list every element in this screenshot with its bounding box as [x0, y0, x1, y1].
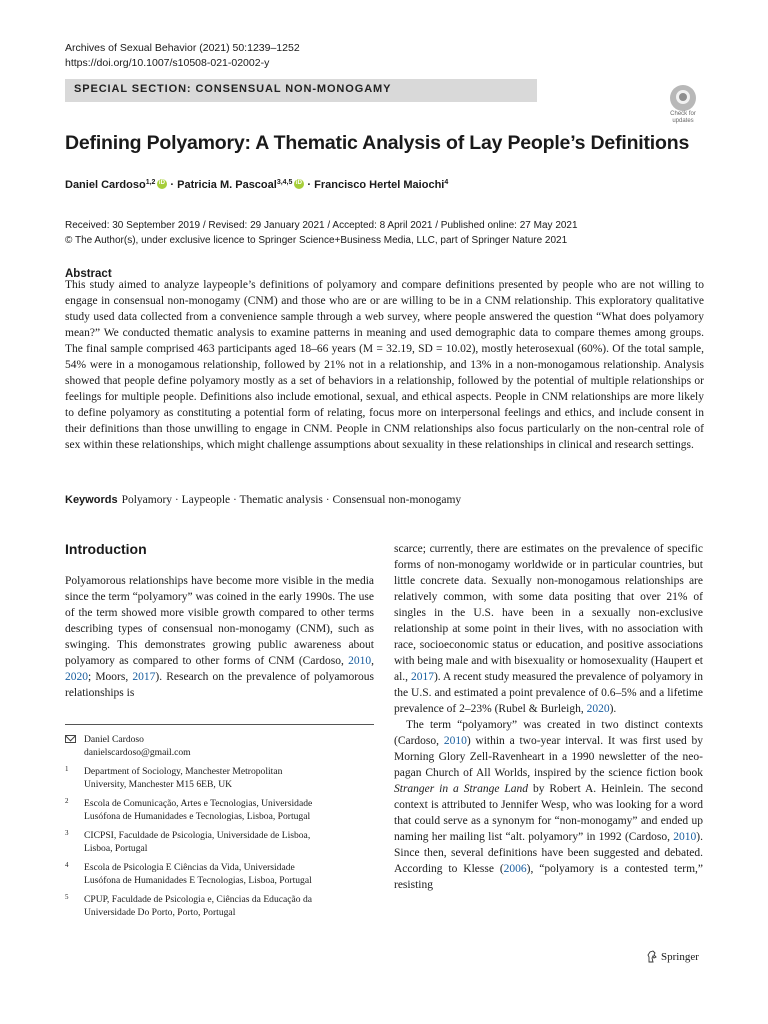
author-list: Daniel Cardoso$^{1,2}$iD · Patricia M. Pascoal$^{3,4,5}$iD · Francisco Hertel Maiochi$^4$: [65, 179, 448, 191]
affiliation: [65, 829, 374, 855]
body-text: ). A recent study measured the prevalence of polyamory in the U.S. and estimated a point prevalence of 0.6–5% and a lifetime prevalence of 2–23% (Rubel & Burleigh,: [394, 671, 703, 715]
affiliation-number: 3: [65, 829, 69, 837]
journal-header: [65, 41, 300, 71]
article-title: Defining Polyamory: A Thematic Analysis of Lay People’s Definitions: [65, 132, 690, 154]
body-text: ; Moors,: [88, 671, 133, 683]
check-for-updates-badge[interactable]: [663, 85, 703, 127]
copyright-line: © The Author(s), under exclusive licence to Springer Science+Business Media, LLC, part of Springer Nature 2021: [65, 235, 568, 246]
body-text: ).: [609, 703, 617, 715]
affiliation: [65, 893, 374, 919]
section-banner: [65, 79, 537, 102]
affiliation-line: Escola de Comunicação, Artes e Tecnologias, Universidade: [84, 798, 313, 809]
journal-citation: Archives of Sexual Behavior (2021) 50:1239–1252: [65, 42, 300, 54]
citation-link[interactable]: 2017: [132, 671, 156, 683]
section-label: SPECIAL SECTION: CONSENSUAL NON-MONOGAMY: [74, 83, 392, 95]
affiliation-number: 1: [65, 765, 69, 773]
body-text: scarce; currently, there are estimates on the prevalence of specific forms of non-monogamy worldwide or in particular countries, but little concrete data. Sexually non-monogamous relationships are relatively common, with some data positing that over 21% of singles in the U.S. have been in a sexually non-exclusive relationship at some point in their lives, with no association with race, socioeconomic status or education, and positive associations with being male and with bisexuality or homosexuality (Haupert et al.,: [394, 543, 703, 683]
citation-link[interactable]: 2010: [673, 831, 697, 843]
check-for-updates-label: Check for updates: [670, 111, 696, 124]
author-name: Daniel Cardoso: [65, 179, 146, 191]
citation-link[interactable]: 2020: [586, 703, 610, 715]
keywords-list: Polyamory · Laypeople · Thematic analysis · Consensual non-monogamy: [121, 494, 462, 506]
author-name: Francisco Hertel Maiochi: [314, 179, 445, 191]
affiliation: [65, 861, 374, 887]
doi-link[interactable]: https://doi.org/10.1007/s10508-021-02002-y: [65, 57, 270, 69]
body-text: ) within a two-year interval. It was first used by Morning Glory Zell-Ravenheart in a 1990 newsletter of the neo-pagan Church of All Worlds, inspired by the science fiction book: [394, 735, 703, 779]
affiliation-line: Escola de Psicologia E Ciências da Vida, Universidade: [84, 862, 295, 873]
affiliation-number: 2: [65, 797, 69, 805]
footnote-divider: [65, 724, 374, 725]
orcid-icon[interactable]: [294, 179, 304, 189]
publication-dates: [65, 218, 578, 248]
affiliation-line: Universidade Do Porto, Porto, Portugal: [84, 907, 236, 918]
affiliation-line: Lusófona de Humanidades E Tecnologias, Lisboa, Portugal: [84, 875, 312, 886]
introduction-heading: Introduction: [65, 541, 147, 557]
body-text: The term “polyamory” was created in two distinct contexts (Cardoso,: [394, 719, 703, 747]
affiliation: [65, 765, 374, 791]
publisher-name: Springer: [661, 950, 699, 963]
author-affiliation-sup: 1,2: [145, 179, 156, 186]
corresponding-author-name: Daniel Cardoso: [84, 734, 144, 745]
footnotes: [65, 733, 374, 925]
author-name: Patricia M. Pascoal: [177, 179, 277, 191]
affiliation-line: CICPSI, Faculdade de Psicologia, Universidade de Lisboa,: [84, 830, 311, 841]
affiliation-number: 5: [65, 893, 69, 901]
paragraph: [394, 717, 703, 893]
citation-link[interactable]: 2017: [410, 671, 434, 683]
author-affiliation-sup: 4: [444, 179, 449, 186]
keywords: [65, 494, 461, 506]
abstract-heading: Abstract: [65, 268, 112, 280]
envelope-icon: [65, 735, 76, 743]
affiliation-line: University, Manchester M15 6EB, UK: [84, 779, 233, 790]
corresponding-author: [65, 733, 374, 759]
intro-left-column: [65, 573, 374, 701]
affiliation-line: CPUP, Faculdade de Psicologia e, Ciências da Educação da: [84, 894, 313, 905]
paragraph: [394, 541, 703, 717]
body-text: by Robert A. Heinlein. The second context is attributed to Jennifer Wesp, who was looking for a word that could serve as a synonym for “non-monogamy” and ended up naming her mailing list “alt. polyamory” in 1992 (Cardoso,: [394, 783, 703, 843]
abstract-text: This study aimed to analyze laypeople’s definitions of polyamory and compare definitions presented by people who are not willing to engage in consensual non-monogamy (CNM) and those who are or are willing to be in a CNM relationship. This exploratory qualitative study used data collected from a convenience sample through a web survey, where people answered the question “What does polyamory mean?” We conducted thematic analysis to examine patterns in meaning and used demographic data to compare themes among groups. The final sample comprised 463 participants aged 18–66 years (M = 32.19, SD = 10.02), mostly heterosexual (60%). Of the total sample, 54% were in a monogamous relationship, followed by 21% not in a relationship, and 13% in a non-monogamous relationship. Analysis showed that people define polyamory mostly as a set of behaviors in a relationship, followed by the potential of multiple relationships or feelings for multiple people. Definitions also include emotional, sexual, and ethical aspects. People in CNM relationships are more likely to define polyamory as constituting a potential form of relating, focus more on interpersonal feelings and ethics, and include consent in their definitions than those unwilling to engage in CNM. People in CNM relationships also focus particularly on the non-central role of sex within these relationships, which might challenge assumptions about sexuality in these relationships in clinical and research settings.: [65, 279, 704, 451]
intro-right-column: [394, 541, 703, 893]
affiliation-number: 4: [65, 861, 69, 869]
citation-link[interactable]: 2020: [65, 671, 88, 683]
author-affiliation-sup: 3,4,5: [276, 179, 293, 186]
body-text: ,: [371, 655, 374, 667]
affiliation-line: Lusófona de Humanidades e Tecnologias, Lisboa, Portugal: [84, 811, 311, 822]
springer-horse-icon: [647, 950, 657, 963]
citation-link[interactable]: 2006: [503, 863, 527, 875]
affiliation-line: Department of Sociology, Manchester Metropolitan: [84, 766, 283, 777]
crossmark-icon: [670, 85, 696, 111]
keywords-label: Keywords: [65, 494, 118, 506]
affiliation: [65, 797, 374, 823]
history-dates: Received: 30 September 2019 / Revised: 29 January 2021 / Accepted: 8 April 2021 / Published online: 27 May 2021: [65, 220, 578, 231]
citation-link[interactable]: 2010: [443, 735, 467, 747]
book-title: Stranger in a Strange Land: [394, 783, 529, 795]
corresponding-author-email[interactable]: danielscardoso@gmail.com: [84, 747, 191, 758]
orcid-icon[interactable]: [157, 179, 167, 189]
affiliation-line: Lisboa, Portugal: [84, 843, 148, 854]
body-text: ), “polyamory is a contested term,” resisting: [394, 863, 703, 891]
citation-link[interactable]: 2010: [348, 655, 372, 667]
publisher-logo: [647, 950, 699, 963]
body-text: ). Since then, several definitions have been suggested and debated. According to Klesse (: [394, 831, 703, 875]
body-text: Polyamorous relationships have become more visible in the media since the term “polyamory” was coined in the early 1990s. The use of the term showed more visible growth compared to other terms describing types of consensual non-monogamy (CNM), such as swinging. This demonstrates growing public awareness about polyamory as compared to other forms of CNM (Cardoso,: [65, 575, 374, 667]
body-text: ). Research on the prevalence of polyamorous relationships is: [65, 671, 374, 699]
